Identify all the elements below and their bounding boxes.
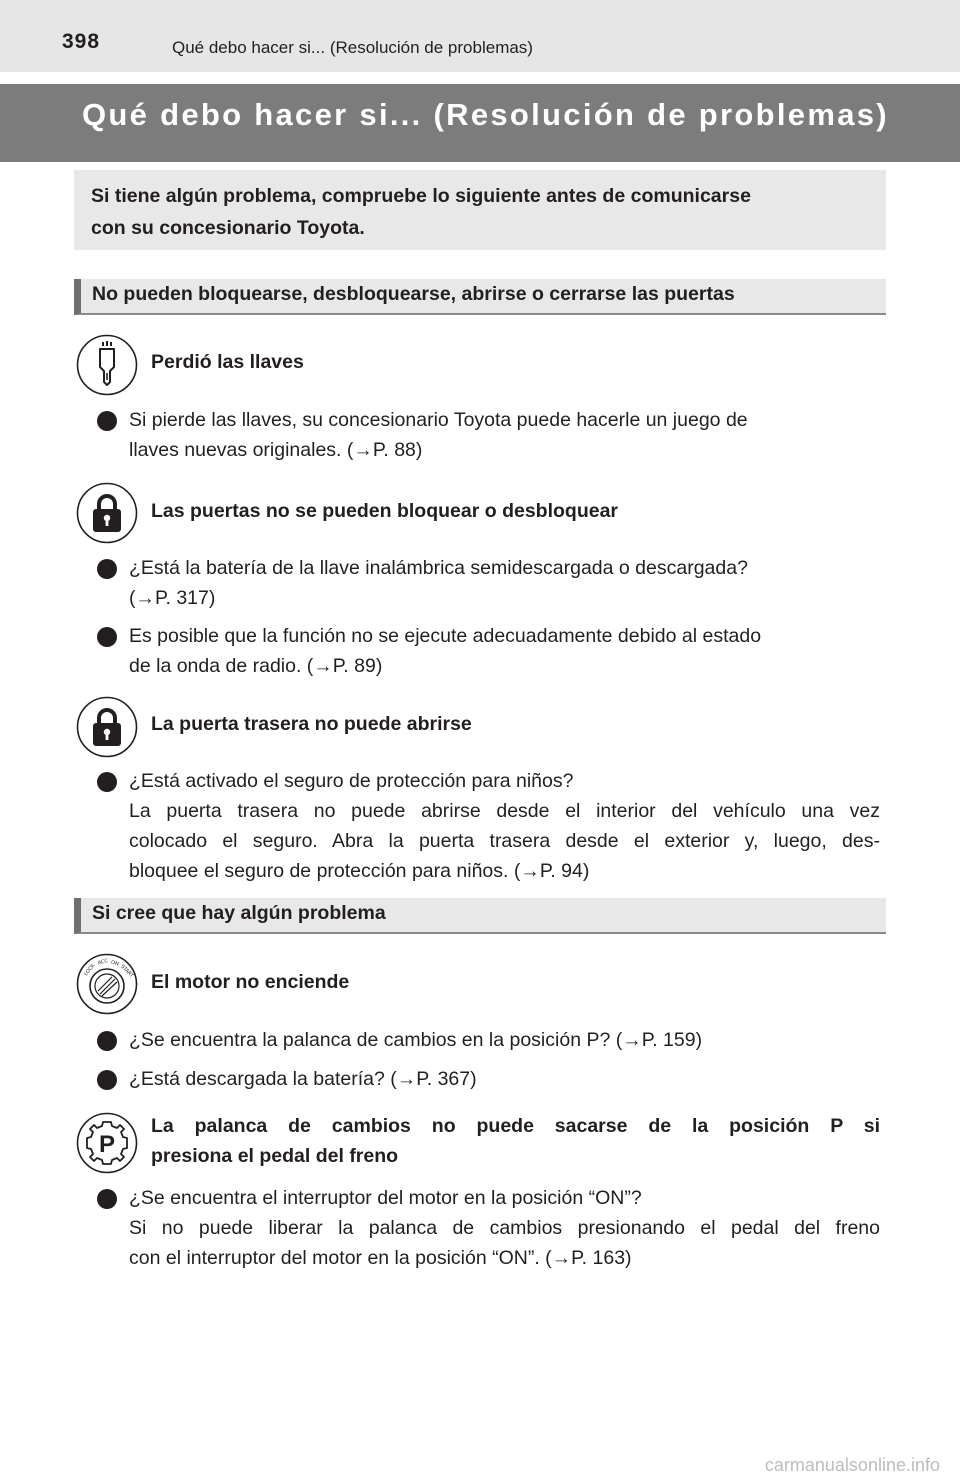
bullet-dot [96,771,118,793]
bullet-text: ¿Está descargada la batería? (→P. 367) [129,1068,477,1090]
bullet-dot [96,1069,118,1091]
page-number: 398 [62,30,101,53]
bullet-dot [96,626,118,648]
park-gear-label: P [98,1131,116,1158]
intro-line: con su concesionario Toyota. [91,217,365,239]
bullet-line: colocado el seguro. Abra la puerta trasera desde el exterior y, luego, des- [129,830,880,852]
subheading-shift-lever [151,1111,880,1171]
section-heading-problem: Si cree que hay algún problema [74,898,886,934]
page-title: Qué debo hacer si... (Resolución de problemas) [82,97,889,132]
bullet-dot [96,1030,118,1052]
bullet-line: bloquee el seguro de protección para niños. (→P. 94) [129,860,590,882]
ignition-label-start: START [119,963,135,979]
ignition-label-on: ON [110,959,120,968]
key-icon [76,334,138,396]
bullet-dot [96,1188,118,1210]
subheading-back-door: La puerta trasera no puede abrirse [151,713,472,735]
bullet-text [129,405,880,465]
bullet-line: (→P. 317) [129,587,216,609]
bullet-text: ¿Se encuentra la palanca de cambios en la posición P? (→P. 159) [129,1029,703,1051]
bullet-line: ¿Se encuentra el interruptor del motor en la posición “ON”? [129,1187,642,1209]
watermark: carmanualsonline.info [764,1455,940,1475]
subheading-line: presiona el pedal del freno [151,1145,399,1167]
ignition-switch-icon [76,953,138,1015]
subheading-doors-lock: Las puertas no se pueden bloquear o desbloquear [151,500,619,522]
bullet-text [129,553,880,613]
running-title: Qué debo hacer si... (Resolución de problemas) [172,38,533,57]
section-heading-doors: No pueden bloquearse, desbloquearse, abrirse o cerrarse las puertas [74,279,886,315]
bullet-dot [96,410,118,432]
subheading-engine-wont-start: El motor no enciende [151,971,350,993]
bullet-text [129,766,880,886]
page-header-bar [0,0,960,72]
bullet-line: ¿Está la batería de la llave inalámbrica semidescargada o descargada? [129,557,748,579]
intro-line: Si tiene algún problema, compruebe lo siguiente antes de comunicarse [91,185,751,207]
subheading-lost-keys: Perdió las llaves [151,351,304,373]
subheading-line: La palanca de cambios no puede sacarse de la posición P si [151,1115,880,1137]
bullet-line: llaves nuevas originales. (→P. 88) [129,439,423,461]
padlock-icon [76,696,138,758]
bullet-line: La puerta trasera no puede abrirse desde el interior del vehículo una vez [129,800,880,822]
park-gear-icon [76,1112,138,1174]
padlock-icon [76,482,138,544]
bullet-line: ¿Está activado el seguro de protección para niños? [129,770,574,792]
bullet-line: Si pierde las llaves, su concesionario Toyota puede hacerle un juego de [129,409,748,431]
ignition-label-acc: ACC [97,957,109,967]
bullet-line: de la onda de radio. (→P. 89) [129,655,383,677]
bullet-line: Si no puede liberar la palanca de cambios presionando el pedal del freno [129,1217,880,1239]
bullet-text [129,1183,880,1273]
bullet-line: Es posible que la función no se ejecute adecuadamente debido al estado [129,625,762,647]
bullet-line: con el interruptor del motor en la posición “ON”. (→P. 163) [129,1247,632,1269]
bullet-text [129,621,880,681]
ignition-label-lock: LOCK [83,963,97,978]
intro-box [74,170,886,250]
bullet-dot [96,558,118,580]
